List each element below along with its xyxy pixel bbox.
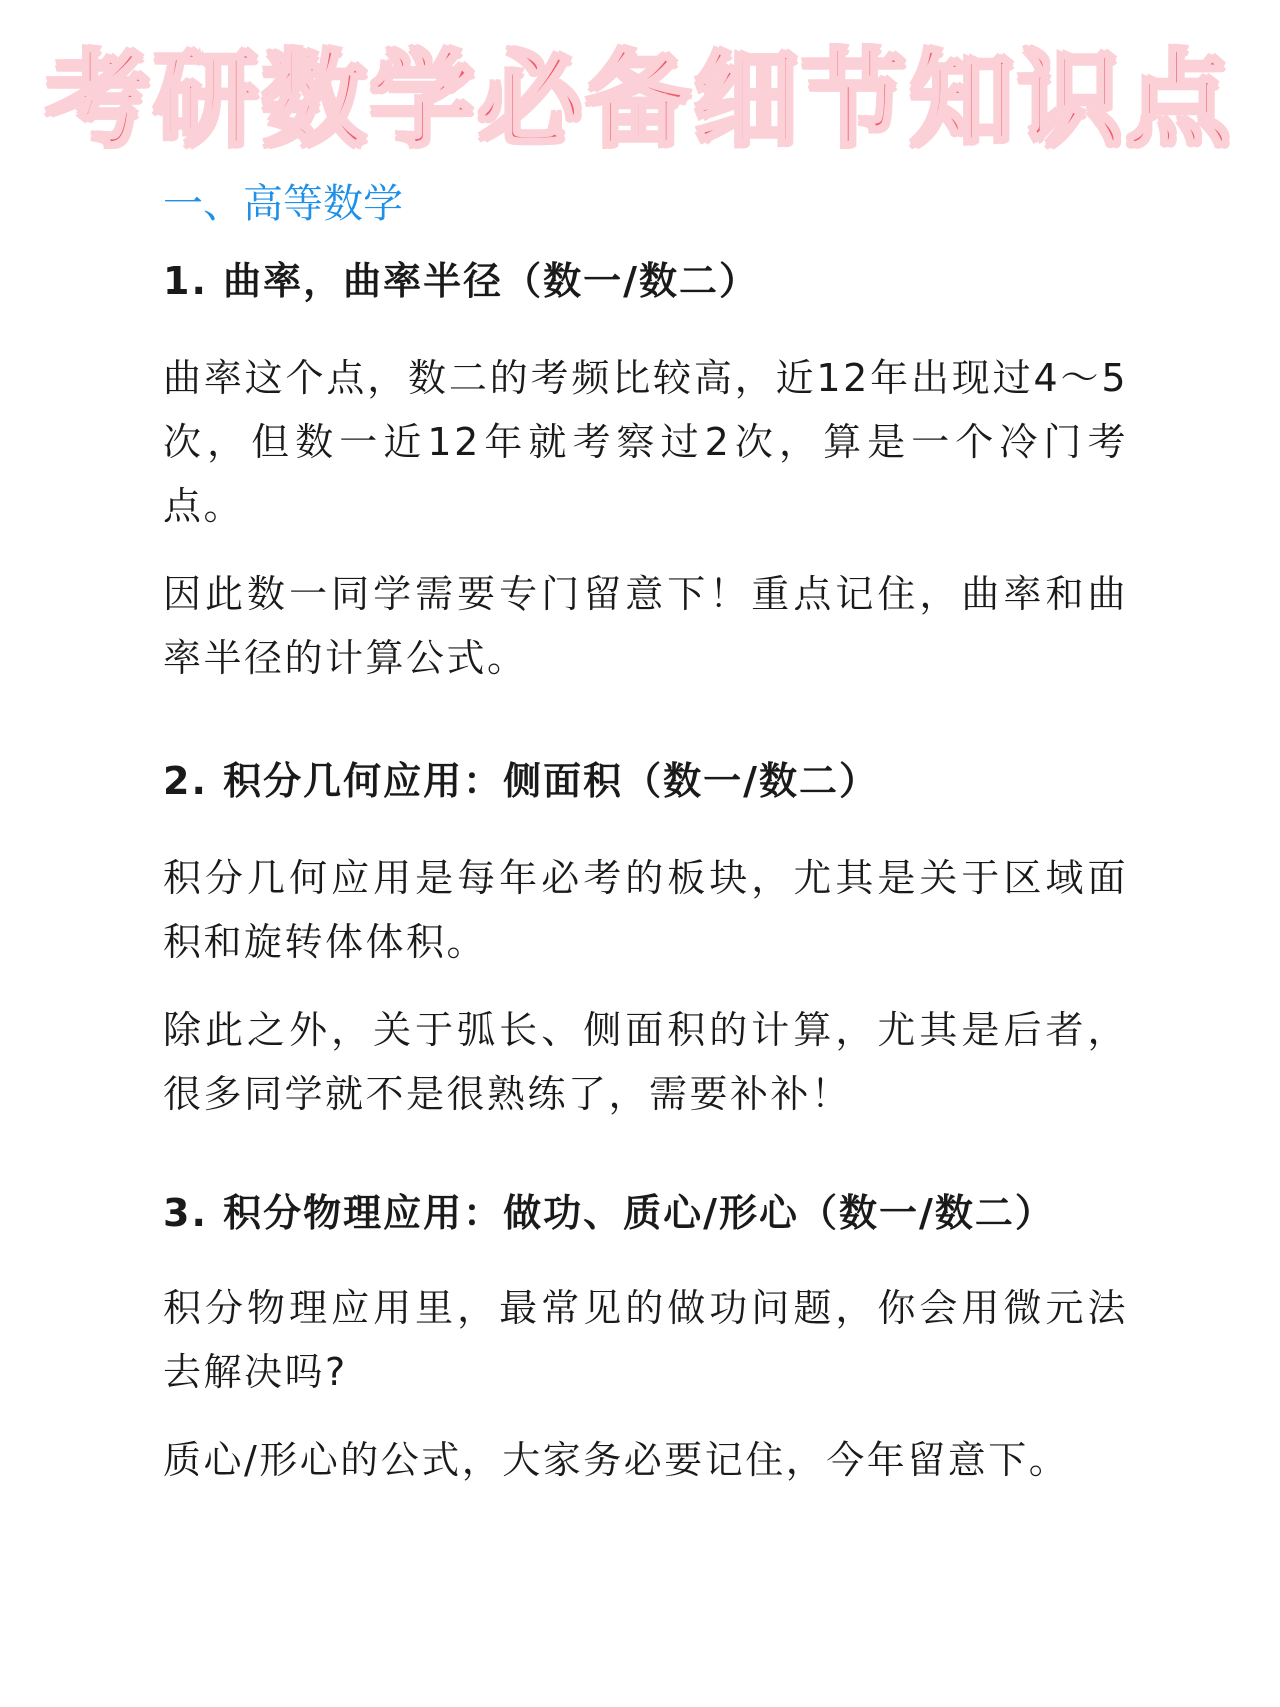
item-3-paragraph-1: 积分物理应用里，最常见的做功问题，你会用微元法去解决吗? bbox=[163, 1286, 1128, 1394]
item-heading-3: 3. 积分物理应用：做功、质心/形心（数一/数二） bbox=[163, 1191, 1055, 1235]
item-2-paragraph-1: 积分几何应用是每年必考的板块，尤其是关于区域面积和旋转体体积。 bbox=[163, 856, 1128, 964]
section-label: 一、高等数学 bbox=[163, 181, 403, 227]
item-3-paragraph-2: 质心/形心的公式，大家务必要记住，今年留意下。 bbox=[163, 1438, 1070, 1482]
item-2-paragraph-2: 除此之外，关于弧长、侧面积的计算，尤其是后者，很多同学就不是很熟练了，需要补补！ bbox=[163, 1008, 1128, 1116]
article-content bbox=[163, 180, 1128, 1492]
item-1-paragraph-1: 曲率这个点，数二的考频比较高，近12年出现过4～5次，但数一近12年就考察过2次，算是一个冷门考点。 bbox=[163, 356, 1128, 528]
page-title: 考研数学必备细节知识点 bbox=[45, 39, 1234, 161]
item-heading-1: 1. 曲率，曲率半径（数一/数二） bbox=[163, 259, 759, 303]
item-1-paragraph-2: 因此数一同学需要专门留意下！重点记住，曲率和曲率半径的计算公式。 bbox=[163, 572, 1128, 680]
item-heading-2: 2. 积分几何应用：侧面积（数一/数二） bbox=[163, 759, 879, 803]
